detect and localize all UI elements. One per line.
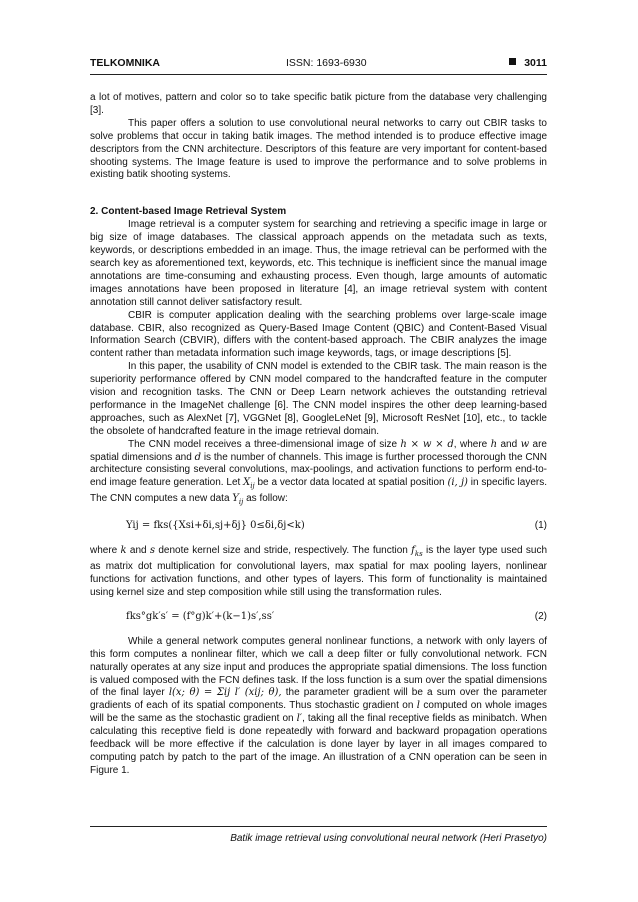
footer-citation: Batik image retrieval using convolutional neural network (Heri Prasetyo): [230, 833, 547, 844]
equation-2-number: (2): [534, 610, 547, 622]
equation-1: [90, 520, 547, 534]
journal-name: TELKOMNIKA: [90, 57, 160, 69]
footer-divider: [90, 826, 547, 827]
paragraph-solution: This paper offers a solution to use convolutional neural networks to carry out CBIR tasks to solve problems that occur in taking batik images. The method intended is to produce effective image descriptors from the CNN architecture. Descriptors of this feature are very important for content-based shooting systems. The Image feature is used to improve the performance and to solve problems in existing batik shooting systems.: [90, 117, 547, 181]
paragraph-fcn: While a general network computes general nonlinear functions, a network with only layers of this form computes a nonlinear filter, which we call a deep filter or fully convolutional network. FCN naturally operates at any size input and produces the appropriate spatial dimensions. The loss function is valued composed with the FCN defines task. If the loss function is a sum over the spatial dimensions of the final layer l(x; θ) = Σij l′ (xij; θ), the parameter gradient will be a sum over the parameter gradients of each of its spatial components. Thus stochastic gradient on l computed on whole images will be the same as the stochastic gradient on l′, taking all the final receptive fields as minibatch. When calculating this receptive field is done repeatedly with forward and backward propagation operations feedback will be more effective if the calculation is done layer by layer in all images compared to computing patch by patch to the part of the image. An illustration of a CNN operation can be seen in Figure 1.: [90, 635, 547, 776]
equation-2-expression: fks°gk′s′ = (f°g)k′+(k−1)s′,ss′: [126, 610, 275, 622]
paragraph-cbir: CBIR is computer application dealing with the searching problems over large-scale image database. CBIR, also recognized as Query-Based Image Content (QBIC) and Content-Based Visual Information Search (CBVIR), differs with the content-based approach. The CBIR analyzes the image content rather than metadata information such image keywords, tags, or image descriptions [5].: [90, 309, 547, 360]
header-divider: [90, 74, 547, 75]
paragraph-kernel-stride: where k and s denote kernel size and stride, respectively. The function $f_{ks}$ is the layer type used such as matrix dot multiplication for convolutional layers, max spatial for max pooling layers, nonlinear functions for activation functions, and other types of layers. This form of functionality is maintained using kernel size and step composition while still using the transformation rules.: [90, 545, 547, 598]
running-header: [90, 57, 547, 75]
paragraph-cnn-usability: In this paper, the usability of CNN model is extended to the CBIR task. The main reason is the superiority performance offered by CNN model compared to the handcrafted feature in the computer vision and recognition tasks. The CNN or Deep Learn network achieves the outstanding retrieval performance in the ImageNet challenge [6]. The CNN model inspires the other deep learning-based approaches, such as AlexNet [7], VGGNet [8], GoogleLeNet [9], Microsoft ResNet [10], etc., to tackle the obsolete of handcrafted feature in the image retrieval domain.: [90, 361, 547, 437]
section-heading: 2. Content-based Image Retrieval System: [90, 206, 287, 218]
equation-2: [90, 611, 547, 625]
paragraph-cnn-model: The CNN model receives a three-dimensional image of size h × w × d, where h and w are spatial dimensions and d is the number of channels. This image is further processed thorough the CNN architecture consisting several convolutions, max-poolings, and activation functions to perform end-to-end image feature generation. Let $X_{ij}$ be a vector data located at spatial position (i, j) in specific layers. The CNN computes a new data $Y_{ij}$ as follow:: [90, 438, 548, 507]
equation-1-number: (1): [534, 520, 547, 532]
page-number-value: 3011: [524, 57, 547, 69]
equation-1-expression: Yij = fks({Xsi+δi,sj+δj} 0≤δi,δj<k): [126, 520, 305, 532]
body-text: [90, 92, 547, 778]
issn-label: ISSN: 1693-6930: [286, 57, 367, 69]
square-bullet-icon: [509, 58, 516, 65]
page-number: [509, 57, 547, 69]
paragraph-image-retrieval: Image retrieval is a computer system for searching and retrieving a specific image in large or big size of image databases. The classical approach appends on the metadata such as texts, keywords, or descriptions embedded in an image. Thus, the image retrieval can be performed with the search key as aforementioned text, keywords, etc. This technique is inefficient since the manual image annotations are time-consuming and exhausting process. Even though, large amounts of automatic images annotations have been proposed in literature [4], an image retrieval system with content annotation still cannot deliver satisfactory result.: [90, 219, 547, 308]
paragraph-continuation: a lot of motives, pattern and color so to take specific batik picture from the database very challenging [3].: [90, 92, 547, 116]
